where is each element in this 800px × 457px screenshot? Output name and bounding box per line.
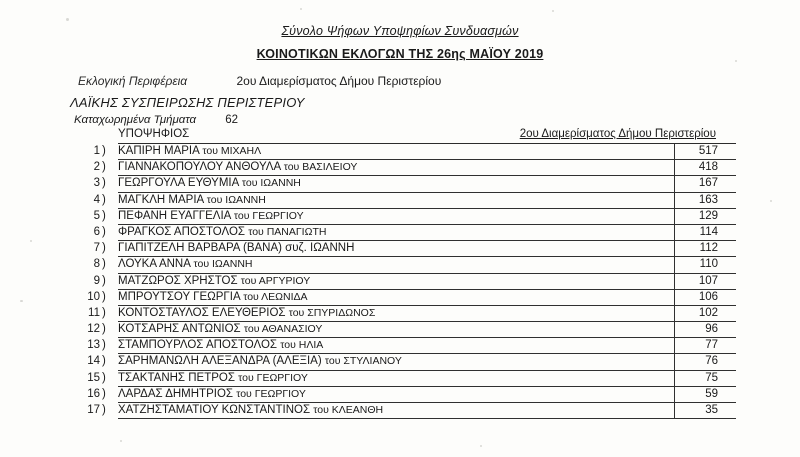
row-index-paren: ) xyxy=(102,306,106,319)
row-index-paren: ) xyxy=(102,339,106,352)
candidate-name xyxy=(118,355,402,367)
candidate-name xyxy=(118,194,266,206)
row-index-paren: ) xyxy=(102,404,106,416)
row-index-paren: ) xyxy=(102,225,106,238)
table-row xyxy=(66,209,736,225)
party-name: ΛΑΪΚΗΣ ΣΥΣΠΕΙΡΩΣΗΣ ΠΕΡΙΣΤΕΡΙΟΥ xyxy=(70,95,305,110)
row-index-paren: ) xyxy=(102,355,106,368)
row-index: 14 xyxy=(87,355,100,368)
votes-column-divider xyxy=(674,144,675,419)
row-index: 17 xyxy=(87,404,100,416)
table-row xyxy=(66,274,736,290)
table-row xyxy=(66,354,736,370)
row-index-paren: ) xyxy=(102,371,106,384)
row-index-paren: ) xyxy=(102,177,106,190)
row-index: 11 xyxy=(88,306,100,319)
row-index: 13 xyxy=(87,339,100,352)
candidate-name xyxy=(118,242,354,254)
candidate-fullname: ΓΙΑΝΝΑΚΟΠΟΥΛΟΥ ΑΝΘΟΥΛΑ xyxy=(118,161,281,174)
election-district-label: Εκλογική Περιφέρεια xyxy=(78,74,188,88)
document-title-secondary: ΚΟΙΝΟΤΙΚΩΝ ΕΚΛΟΓΩΝ ΤΗΣ 26ης ΜΑΪΟΥ 2019 xyxy=(256,47,544,61)
candidate-name xyxy=(118,226,326,238)
column-header-region: 2ου Διαμερίσματος Δήμου Περιστερίου xyxy=(519,128,716,140)
candidate-fullname: ΜΑΓΚΛΗ ΜΑΡΙΑ xyxy=(118,193,204,206)
row-index: 2 xyxy=(93,161,100,174)
column-header-candidate: ΥΠΟΨΗΦΙΟΣ xyxy=(118,128,190,140)
table-row xyxy=(66,387,736,403)
candidate-fullname: ΦΡΑΓΚΟΣ ΑΠΟΣΤΟΛΟΣ xyxy=(118,225,246,238)
table-row xyxy=(66,160,736,176)
table-row xyxy=(66,193,736,209)
candidate-name xyxy=(118,323,322,335)
table-row xyxy=(66,290,736,306)
vote-count: 517 xyxy=(698,145,718,157)
row-index: 5 xyxy=(93,209,100,222)
row-index: 7 xyxy=(93,242,100,255)
candidate-fullname: ΧΑΤΖΗΣΤΑΜΑΤΙΟΥ ΚΩΝΣΤΑΝΤΙΝΟΣ xyxy=(118,404,311,416)
row-index: 12 xyxy=(87,323,100,336)
row-index: 16 xyxy=(87,387,100,400)
candidate-fullname: ΣΑΡΗΜΑΝΩΛΗ ΑΛΕΞΑΝΔΡΑ (ΑΛΕΞΙΑ) xyxy=(118,355,322,368)
document-title-primary: Σύνολο Ψήφων Υποψηφίων Συνδυασμών xyxy=(281,24,519,38)
candidate-fullname: ΜΑΤΖΩΡΟΣ ΧΡΗΣΤΟΣ xyxy=(118,274,238,287)
row-index-paren: ) xyxy=(102,290,106,303)
vote-count: 110 xyxy=(699,258,718,271)
candidate-name xyxy=(118,177,301,189)
candidate-patronymic: του ΗΛΙΑ xyxy=(280,339,324,352)
row-index-paren: ) xyxy=(102,258,106,271)
candidate-fullname: ΜΠΡΟΥΤΣΟΥ ΓΕΩΡΓΙΑ xyxy=(118,290,241,303)
candidate-patronymic: του ΓΕΩΡΓΙΟΥ xyxy=(236,387,306,400)
vote-count: 114 xyxy=(699,225,718,238)
row-index-paren: ) xyxy=(102,193,106,206)
candidate-patronymic: του ΚΛΕΑΝΘΗ xyxy=(313,404,384,416)
candidate-patronymic: του ΣΠΥΡΙΔΩΝΟΣ xyxy=(288,306,376,319)
row-rule xyxy=(118,418,736,419)
candidate-name xyxy=(118,161,357,173)
candidate-patronymic: του ΙΩΑΝΝΗ xyxy=(206,193,266,206)
registered-sections-value: 62 xyxy=(225,114,239,126)
row-index-paren: ) xyxy=(102,145,106,157)
row-index: 10 xyxy=(87,290,100,303)
candidate-patronymic: του ΑΡΓΥΡΙΟΥ xyxy=(240,274,311,287)
candidate-patronymic: του ΜΙΧΑΗΛ xyxy=(202,145,262,157)
candidate-patronymic: του ΙΩΑΝΝΗ xyxy=(241,177,301,190)
row-index: 8 xyxy=(93,258,100,271)
candidate-fullname: ΠΕΦΑΝΗ ΕΥΑΓΓΕΛΙΑ xyxy=(118,209,231,222)
candidate-patronymic: του ΑΘΑΝΑΣΙΟΥ xyxy=(243,323,323,336)
row-index: 15 xyxy=(87,371,100,384)
candidate-fullname: ΚΟΝΤΟΣΤΑΥΛΟΣ ΕΛΕΥΘΕΡΙΟΣ xyxy=(118,306,286,319)
candidate-fullname: ΣΤΑΜΠΟΥΡΛΟΣ ΑΠΟΣΤΟΛΟΣ xyxy=(118,339,278,352)
table-row xyxy=(66,322,736,338)
vote-count: 102 xyxy=(698,306,718,319)
candidate-name xyxy=(118,210,304,222)
table-row xyxy=(66,176,736,192)
vote-count: 112 xyxy=(699,242,718,255)
candidate-fullname: ΛΑΡΔΑΣ ΔΗΜΗΤΡΙΟΣ xyxy=(118,387,234,400)
vote-count: 163 xyxy=(698,193,718,206)
row-index: 3 xyxy=(93,177,100,190)
table-header xyxy=(66,128,736,143)
candidate-patronymic: του ΙΩΑΝΝΗ xyxy=(193,258,253,271)
table-row xyxy=(66,371,736,387)
candidate-patronymic: του ΒΑΣΙΛΕΙΟΥ xyxy=(283,161,358,174)
table-row xyxy=(66,144,736,160)
election-district-value: 2ου Διαμερίσματος Δήμου Περιστερίου xyxy=(236,74,442,88)
candidate-name xyxy=(118,339,323,351)
candidate-name xyxy=(118,291,308,303)
candidate-patronymic: του ΛΕΩΝΙΔΑ xyxy=(243,290,308,303)
row-index-paren: ) xyxy=(102,209,106,222)
candidate-fullname: ΓΕΩΡΓΟΥΛΑ ΕΥΘΥΜΙΑ xyxy=(118,177,239,190)
candidate-name xyxy=(118,307,375,319)
vote-count: 418 xyxy=(698,161,718,174)
vote-count: 129 xyxy=(698,209,718,222)
candidate-name xyxy=(118,372,308,384)
vote-count: 106 xyxy=(698,290,718,303)
candidate-fullname: ΓΙΑΠΙΤΖΕΛΗ ΒΑΡΒΑΡΑ (ΒΑΝΑ) συζ. ΙΩΑΝΝΗ xyxy=(118,242,355,255)
vote-count: 167 xyxy=(698,177,718,190)
candidate-fullname: ΛΟΥΚΑ ΑΝΝΑ xyxy=(118,258,191,271)
candidate-patronymic: του ΠΑΝΑΓΙΩΤΗ xyxy=(248,225,327,238)
candidate-patronymic: του ΣΤΥΛΙΑΝΟΥ xyxy=(324,355,402,368)
table-rows xyxy=(66,144,736,419)
row-index-paren: ) xyxy=(102,387,106,400)
row-index-paren: ) xyxy=(102,274,106,287)
candidate-fullname: ΤΣΑΚΤΑΝΗΣ ΠΕΤΡΟΣ xyxy=(118,371,235,384)
registered-sections-label: Καταχωρημένα Τμήματα xyxy=(74,114,197,126)
row-index-paren: ) xyxy=(102,161,106,174)
candidate-patronymic: του ΓΕΩΡΓΙΟΥ xyxy=(233,209,304,222)
row-index-paren: ) xyxy=(102,242,106,255)
vote-count: 96 xyxy=(705,323,718,336)
candidate-fullname: ΚΑΠΙΡΗ ΜΑΡΙΑ xyxy=(118,145,200,157)
vote-count: 77 xyxy=(705,339,718,352)
row-index-paren: ) xyxy=(102,323,106,336)
election-district-row xyxy=(78,74,441,88)
row-index: 4 xyxy=(93,193,100,206)
vote-count: 76 xyxy=(705,355,718,368)
candidate-name xyxy=(118,145,261,157)
row-index: 9 xyxy=(93,274,100,287)
candidate-fullname: ΚΟΤΣΑΡΗΣ ΑΝΤΩΝΙΟΣ xyxy=(118,323,241,336)
vote-count: 59 xyxy=(705,387,718,400)
candidate-name xyxy=(118,275,310,287)
vote-count: 35 xyxy=(705,404,718,416)
vote-count: 107 xyxy=(698,274,718,287)
candidate-name xyxy=(118,258,253,270)
table-row xyxy=(66,338,736,354)
results-table xyxy=(66,128,736,416)
row-index: 6 xyxy=(93,225,100,238)
table-row xyxy=(66,241,736,257)
table-row xyxy=(66,403,736,419)
row-index: 1 xyxy=(93,145,100,157)
vote-count: 75 xyxy=(705,371,718,384)
candidate-name xyxy=(118,388,306,400)
candidate-name xyxy=(118,404,383,416)
table-row xyxy=(66,225,736,241)
candidate-patronymic: του ΓΕΩΡΓΙΟΥ xyxy=(238,371,308,384)
registered-sections-row xyxy=(74,114,238,126)
table-row xyxy=(66,306,736,322)
table-row xyxy=(66,257,736,273)
